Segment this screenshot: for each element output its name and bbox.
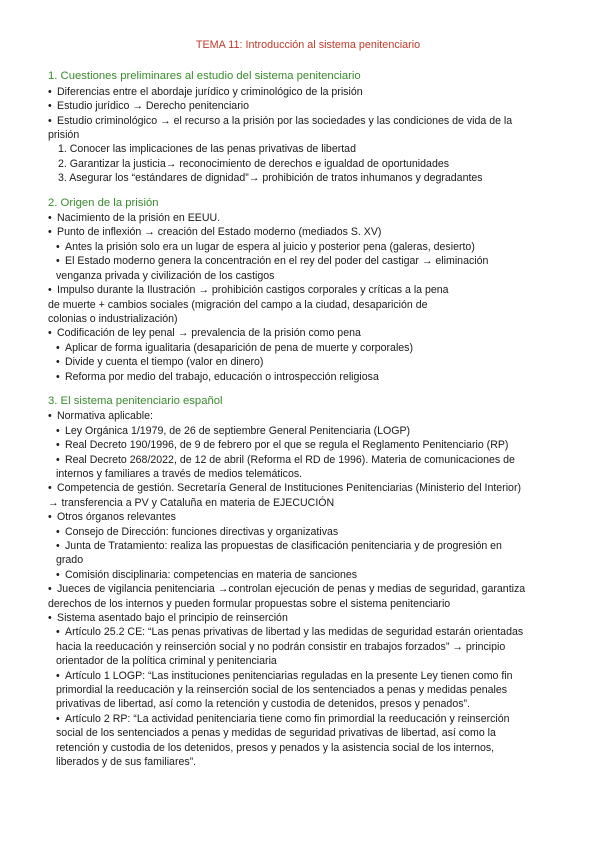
bullet-continuation: privativas de libertad, así como la retención y custodia de detenidos, presos y penados”. <box>56 698 470 711</box>
bullet-item: • Diferencias entre el abordaje jurídico y criminológico de la prisión <box>48 85 363 98</box>
bullet-icon: • <box>56 525 60 538</box>
bullet-continuation: grado <box>56 554 84 567</box>
bullet-icon: • <box>56 424 60 437</box>
bullet-icon: • <box>56 540 60 552</box>
numbered-item: 3. Asegurar los “estándares de dignidad”→ prohibición de tratos inhumanos y degradantes <box>58 172 483 185</box>
sub-bullet-item: • Artículo 1 LOGP: “Las instituciones penitenciarias reguladas en la presente Ley tienen como fin <box>56 669 513 682</box>
sub-bullet-item: • Consejo de Dirección: funciones directivas y organizativas <box>56 525 339 538</box>
bullet-icon: • <box>48 284 52 297</box>
sub-bullet-item: • Ley Orgánica 1/1979, de 26 de septiembre General Penitenciaria (LOGP) <box>56 424 411 437</box>
bullet-icon: • <box>48 482 52 495</box>
bullet-icon: • <box>48 612 52 625</box>
bullet-continuation: hacia la reeducación y reinserción social y no podrán consistir en trabajos forzados” → principio <box>56 640 506 653</box>
bullet-icon: • <box>48 410 52 423</box>
bullet-item: • Impulso durante la Ilustración → prohibición castigos corporales y críticas a la pena <box>48 284 449 297</box>
bullet-continuation: retención y custodia de los detenidos, presos y penados y la asistencia social de los internos, <box>56 741 495 754</box>
sub-bullet-item: • Antes la prisión solo era un lugar de espera al juicio y posterior pena (galeras, desierto) <box>56 240 475 253</box>
bullet-item: • Punto de inflexión → creación del Estado moderno (mediados S. XV) <box>48 226 382 239</box>
numbered-item: 2. Garantizar la justicia→ reconocimiento de derechos e igualdad de oportunidades <box>58 157 450 170</box>
section-1 <box>48 69 568 185</box>
sub-bullet-item: • Reforma por medio del trabajo, educación o introspección religiosa <box>56 370 379 383</box>
bullet-icon: • <box>56 712 60 725</box>
bullet-icon: • <box>56 356 60 369</box>
sub-bullet-item: • Real Decreto 268/2022, de 12 de abril (Reforma el RD de 1996). Materia de comunicaciones de <box>56 453 515 466</box>
bullet-icon: • <box>56 453 60 466</box>
bullet-icon: • <box>56 370 60 383</box>
bullet-icon: • <box>48 85 52 98</box>
bullet-icon: • <box>56 568 60 581</box>
bullet-item: • Competencia de gestión. Secretaría General de Instituciones Penitenciarias (Ministerio del Interior) <box>48 482 522 495</box>
bullet-continuation: orientador de la política criminal y penitenciaria <box>56 655 277 668</box>
sub-bullet-item: • Artículo 2 RP: “La actividad penitenciaria tiene como fin primordial la reeducación y reinserción <box>56 712 510 725</box>
bullet-item: • Otros órganos relevantes <box>48 511 176 524</box>
sub-bullet-item: • Real Decreto 190/1996, de 9 de febrero por el que se regula el Reglamento Penitenciario (RP) <box>56 439 509 452</box>
sub-bullet-item: • Divide y cuenta el tiempo (valor en dinero) <box>56 356 264 369</box>
section-2 <box>48 196 568 384</box>
bullet-icon: • <box>56 341 60 354</box>
bullet-continuation: → transferencia a PV y Cataluña en materia de EJECUCIÓN <box>48 496 335 509</box>
bullet-icon: • <box>48 226 52 239</box>
section-heading: 3. El sistema penitenciario español <box>48 394 223 407</box>
bullet-continuation: prisión <box>48 129 80 142</box>
bullet-item: • Estudio jurídico → Derecho penitenciario <box>48 100 249 113</box>
section-3 <box>48 394 568 770</box>
bullet-continuation: internos y familiares a través de medios telemáticos. <box>56 467 303 480</box>
bullet-item: • Codificación de ley penal → prevalencia de la prisión como pena <box>48 327 361 340</box>
bullet-icon: • <box>48 327 52 340</box>
bullet-icon: • <box>48 212 52 225</box>
sub-bullet-item: • Comisión disciplinaria: competencias en materia de sanciones <box>56 568 358 581</box>
bullet-item: • Estudio criminológico → el recurso a la prisión por las sociedades y las condiciones de vida de la <box>48 114 513 127</box>
bullet-icon: • <box>48 100 52 113</box>
page-title: TEMA 11: Introducción al sistema penitenciario <box>195 39 421 51</box>
bullet-continuation: primordial la reeducación y la reinserción social de los sentenciados a penas y medidas penales <box>56 684 508 697</box>
section-heading: 1. Cuestiones preliminares al estudio del sistema penitenciario <box>48 70 361 83</box>
bullet-continuation: venganza privada y civilización de los castigos <box>56 269 275 282</box>
sub-bullet-item: • El Estado moderno genera la concentración en el rey del poder del castigar → eliminación <box>56 255 489 268</box>
sub-bullet-item: • Junta de Tratamiento: realiza las propuestas de clasificación penitenciaria y de progresión en <box>56 540 502 552</box>
section-heading: 2. Origen de la prisión <box>48 196 159 209</box>
bullet-icon: • <box>48 583 52 596</box>
bullet-icon: • <box>56 626 60 639</box>
bullet-item: • Jueces de vigilancia penitenciaria →controlan ejecución de penas y medias de seguridad, garantiza <box>48 583 526 596</box>
bullet-icon: • <box>56 439 60 452</box>
bullet-item: • Normativa aplicable: <box>48 410 153 423</box>
bullet-continuation: de muerte + cambios sociales (migración del campo a la ciudad, desaparición de <box>48 298 428 311</box>
bullet-continuation: colonias o industrialización) <box>48 312 178 325</box>
bullet-item: • Nacimiento de la prisión en EEUU. <box>48 212 221 225</box>
bullet-icon: • <box>56 255 60 268</box>
numbered-item: 1. Conocer las implicaciones de las penas privativas de libertad <box>58 143 356 156</box>
bullet-continuation: liberados y de sus familiares”. <box>56 756 197 769</box>
bullet-icon: • <box>48 114 52 127</box>
bullet-continuation: derechos de los internos y pueden formular propuestas sobre el sistema penitenciario <box>48 597 451 610</box>
bullet-icon: • <box>48 511 52 524</box>
document-page <box>48 38 568 780</box>
sub-bullet-item: • Aplicar de forma igualitaria (desaparición de pena de muerte y corporales) <box>56 341 414 354</box>
bullet-icon: • <box>56 240 60 253</box>
bullet-continuation: social de los sentenciados a penas y medidas de seguridad privativas de libertad, así como la <box>56 727 496 740</box>
sub-bullet-item: • Artículo 25.2 CE: “Las penas privativas de libertad y las medidas de seguridad estarán orientadas <box>56 626 524 639</box>
bullet-item: • Sistema asentado bajo el principio de reinserción <box>48 612 288 625</box>
bullet-icon: • <box>56 669 60 682</box>
